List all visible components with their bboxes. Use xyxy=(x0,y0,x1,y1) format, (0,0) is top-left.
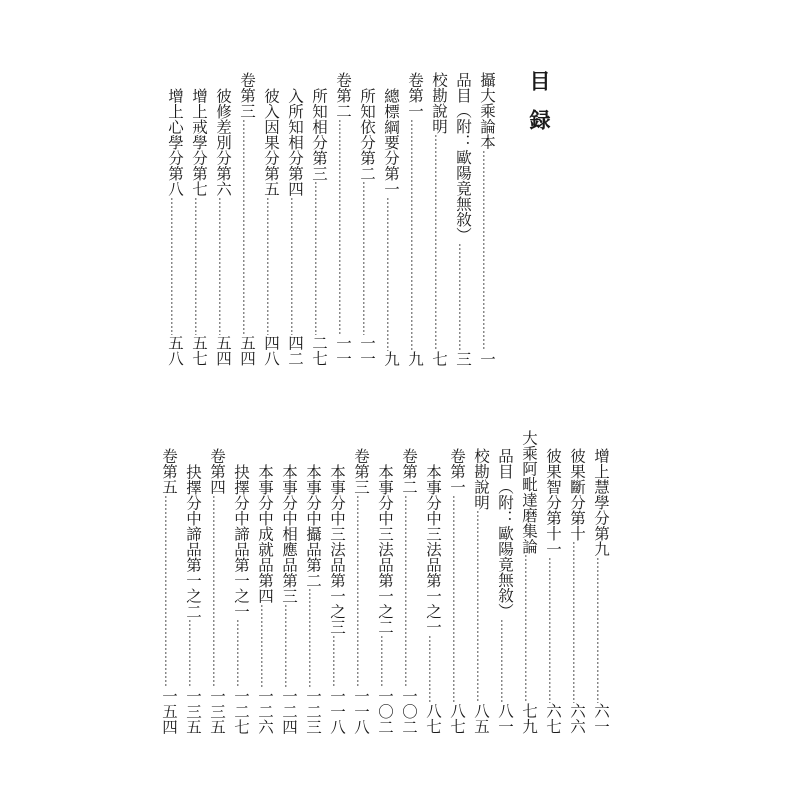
toc-entry xyxy=(470,448,492,734)
toc-entry-title: 品目（附：歐陽竟無敘） xyxy=(454,72,472,243)
toc-leader-dots xyxy=(350,495,372,688)
toc-entry-page: 六七 xyxy=(544,703,562,734)
toc-entry xyxy=(236,72,258,366)
toc-entry xyxy=(326,464,348,734)
toc-entry-page: 四二 xyxy=(286,335,304,366)
toc-entry-page: 一二七 xyxy=(232,687,250,734)
toc-entry xyxy=(380,88,402,366)
toc-entry xyxy=(356,88,378,366)
toc-entry-title: 抉擇分中諦品第一之二 xyxy=(184,464,202,619)
toc-entry-title: 增上慧學分第九 xyxy=(592,448,610,557)
toc-leader-dots xyxy=(158,495,180,688)
toc-entry-title: 總標綱要分第一 xyxy=(382,88,400,197)
toc-entry-page: 八一 xyxy=(496,703,514,734)
toc-entry-title: 大乘阿毗達磨集論 xyxy=(520,430,538,554)
toc-entry-title: 入所知相分第四 xyxy=(286,88,304,197)
toc-leader-dots xyxy=(254,604,276,688)
toc-entry xyxy=(404,72,426,366)
toc-entry-title: 卷第三 xyxy=(238,72,256,119)
toc-entry-page: 二七 xyxy=(310,335,328,366)
toc-entry xyxy=(452,72,474,366)
toc-entry xyxy=(302,464,324,734)
toc-entry-title: 彼入因果分第五 xyxy=(262,88,280,197)
toc-entry-page: 一二四 xyxy=(280,687,298,734)
toc-entry xyxy=(158,448,180,734)
toc-leader-dots xyxy=(518,554,540,703)
toc-entry-page: 四八 xyxy=(262,335,280,366)
toc-leader-dots xyxy=(356,181,378,335)
toc-entry xyxy=(422,464,444,734)
toc-entry-title: 所知相分第三 xyxy=(310,88,328,181)
toc-entry-title: 卷第三 xyxy=(352,448,370,495)
toc-entry-title: 彼果斷分第十 xyxy=(568,448,586,541)
toc-entry xyxy=(542,448,564,734)
toc-entry-page: 一一八 xyxy=(352,687,370,734)
toc-entry-page: 七 xyxy=(430,350,448,366)
toc-entry-title: 卷第二 xyxy=(334,72,352,119)
toc-entry-page: 五四 xyxy=(238,335,256,366)
toc-entry-title: 品目（附：歐陽竟無敘） xyxy=(496,448,514,619)
toc-entry-title: 本事分中攝品第二 xyxy=(304,464,322,588)
toc-entry-page: 五七 xyxy=(190,335,208,366)
toc-entry xyxy=(566,448,588,734)
toc-entry-title: 增上戒學分第七 xyxy=(190,88,208,197)
toc-leader-dots xyxy=(404,119,426,351)
toc-leader-dots xyxy=(278,604,300,688)
toc-entry xyxy=(188,88,210,366)
toc-entry xyxy=(206,448,228,734)
toc-entry-title: 卷第一 xyxy=(448,448,466,495)
toc-leader-dots xyxy=(422,635,444,704)
toc-entry xyxy=(332,72,354,366)
toc-entry-page: 一五四 xyxy=(160,687,178,734)
toc-entry xyxy=(350,448,372,734)
toc-entry xyxy=(212,88,234,366)
toc-entry-page: 三 xyxy=(454,350,472,366)
toc-entry-title: 彼修差別分第六 xyxy=(214,88,232,197)
toc-heading: 目録 xyxy=(527,70,552,148)
toc-entry-page: 五四 xyxy=(214,335,232,366)
toc-entry xyxy=(308,88,330,366)
toc-entry-title: 抉擇分中諦品第一之一 xyxy=(232,464,250,619)
toc-entry-page: 八五 xyxy=(472,703,490,734)
toc-entry-page: 九 xyxy=(382,350,400,366)
toc-entry xyxy=(398,448,420,734)
toc-entry-page: 六一 xyxy=(592,703,610,734)
toc-entry xyxy=(446,448,468,734)
toc-entry-page: 六六 xyxy=(568,703,586,734)
toc-entry-page: 一一八 xyxy=(328,687,346,734)
toc-leader-dots xyxy=(452,243,474,351)
toc-entry-title: 本事分中成就品第四 xyxy=(256,464,274,604)
toc-entry-title: 校勘說明 xyxy=(430,72,448,134)
toc-leader-dots xyxy=(164,197,186,336)
toc-entry xyxy=(374,464,396,734)
toc-leader-dots xyxy=(212,197,234,336)
toc-entry xyxy=(494,448,516,734)
toc-entry-page: 一〇二 xyxy=(376,687,394,734)
toc-entry-title: 本事分中三法品第一之一 xyxy=(424,464,442,635)
toc-entry-page: 九 xyxy=(406,350,424,366)
toc-entry-title: 彼果智分第十一 xyxy=(544,448,562,557)
toc-leader-dots xyxy=(206,495,228,688)
toc-entry xyxy=(164,88,186,366)
toc-entry-title: 卷第五 xyxy=(160,448,178,495)
toc-leader-dots xyxy=(188,197,210,336)
toc-entry xyxy=(254,464,276,734)
toc-leader-dots xyxy=(590,557,612,704)
toc-entry-page: 一三五 xyxy=(184,687,202,734)
toc-leader-dots xyxy=(542,557,564,704)
toc-entry xyxy=(590,448,612,734)
toc-entry-page: 八七 xyxy=(424,703,442,734)
toc-leader-dots xyxy=(308,181,330,335)
toc-entry-page: 一〇二 xyxy=(400,687,418,734)
toc-entry-title: 卷第一 xyxy=(406,72,424,119)
toc-entry-page: 一二六 xyxy=(256,687,274,734)
toc-leader-dots xyxy=(566,541,588,703)
toc-entry-title: 本事分中三法品第一之三 xyxy=(328,464,346,635)
toc-entry-page: 一一 xyxy=(358,335,376,366)
toc-leader-dots xyxy=(182,619,204,688)
toc-leader-dots xyxy=(230,619,252,688)
toc-entry-title: 卷第二 xyxy=(400,448,418,495)
toc-leader-dots xyxy=(470,510,492,703)
toc-entry-page: 一三五 xyxy=(208,687,226,734)
toc-leader-dots xyxy=(332,119,354,336)
toc-entry-title: 增上心學分第八 xyxy=(166,88,184,197)
toc-leader-dots xyxy=(446,495,468,704)
toc-leader-dots xyxy=(428,134,450,351)
toc-leader-dots xyxy=(236,119,258,336)
toc-entry-page: 八七 xyxy=(448,703,466,734)
toc-leader-dots xyxy=(260,197,282,336)
toc-entry-page: 五八 xyxy=(166,335,184,366)
toc-entry xyxy=(476,72,498,366)
toc-entry xyxy=(230,464,252,734)
toc-leader-dots xyxy=(380,197,402,351)
toc-entry xyxy=(428,72,450,366)
toc-entry xyxy=(284,88,306,366)
toc-leader-dots xyxy=(326,635,348,688)
toc-leader-dots xyxy=(284,197,306,336)
toc-entry-title: 攝大乘論本 xyxy=(478,72,496,150)
toc-leader-dots xyxy=(398,495,420,688)
toc-leader-dots xyxy=(302,588,324,688)
toc-entry-page: 一二三 xyxy=(304,687,322,734)
toc-entry-page: 一一 xyxy=(334,335,352,366)
toc-entry-title: 本事分中三法品第一之二 xyxy=(376,464,394,635)
toc-entry-title: 卷第四 xyxy=(208,448,226,495)
toc-leader-dots xyxy=(476,150,498,351)
toc-entry xyxy=(182,464,204,734)
toc-entry-page: 一 xyxy=(478,350,496,366)
toc-entry-page: 七九 xyxy=(520,703,538,734)
toc-entry xyxy=(518,430,540,734)
toc-entry-title: 本事分中相應品第三 xyxy=(280,464,298,604)
toc-entry-title: 所知依分第二 xyxy=(358,88,376,181)
toc-entry xyxy=(260,88,282,366)
toc-leader-dots xyxy=(494,619,516,704)
toc-leader-dots xyxy=(374,635,396,688)
toc-entry xyxy=(278,464,300,734)
toc-entry-title: 校勘說明 xyxy=(472,448,490,510)
